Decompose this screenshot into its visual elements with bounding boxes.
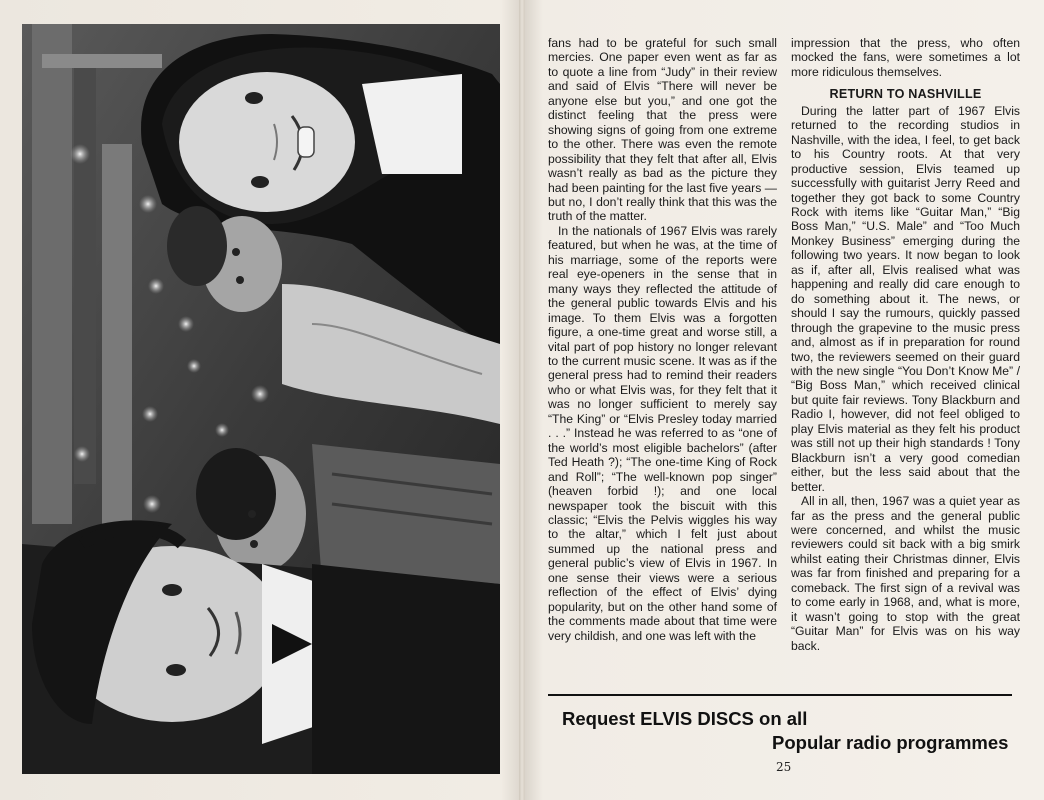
article-column-2 [791, 36, 1020, 653]
article-paragraph: fans had to be grateful for such small mercies. One paper even went as far as to quote a line from “Judy” in their review and said of Elvis “There will never be anyone else but you,” and one got the distinct feeling that the press were showing signs of going from one extreme to the other. There was even the remote possibility that they felt that after all, Elvis wasn’t really as bad as the picture they had been painting for the last five years — but no, I don’t really think that this was the truth of the matter. [548, 36, 777, 224]
article-paragraph: In the nationals of 1967 Elvis was rarely featured, but when he was, at the time of his marriage, some of the reports were real eye-openers in the sense that in many ways they reflected the attitude of the general public towards Elvis and his image. To them Elvis was a forgotten figure, a one-time great and worse still, a vital part of pop history no longer relevant to the current music scene. It was as if the general press had to remind their readers who or what Elvis was, for they felt that it was no longer sufficient to merely say “The King” or “Elvis Presley today married . . .” Instead he was referred to as “one of the world’s most eligible bachelors” (after Ted Heath ?); “The one-time King of Rock and Roll”; “The well-known pop singer” (heaven forbid !); and one local newspaper took the biscuit with this classic; “Elvis the Pelvis wiggles his way to the altar,” which I felt just about summed up the national press and general public’s view of Elvis in 1967. In one sense their views were a serious reflection of the effect of Elvis’ dying popularity, but on the other hand some of the comments made about that time were very childish, and one was left with the [548, 223, 777, 643]
article-paragraph: During the latter part of 1967 Elvis returned to the recording studios in Nashville, with the idea, I feel, to get back to his Country roots. At that very productive session, Elvis teamed up successfully with guitarist Jerry Reed and together they got back to some Country Rock with items like “Guitar Man,” “Big Boss Man,” “U.S. Male” and “Too Much Monkey Business” emerging during the following two years. It now began to look as if, after all, Elvis realised what was happening and really did care enough to do something about it. The news, or should I say the rumours, quickly passed through the grapevine to the music press and, almost as if in preparation for round two, the reviewers seemed on their guard with the new single “You Don’t Know Me” / “Big Boss Man,” which received clinical but quite fair reviews. Tony Blackburn and Radio I, however, did not feel obliged to play Elvis material as they felt his product was still not up their high standards ! Tony Blackburn isn’t a very good comedian either, but the less said about that the better. [791, 103, 1020, 494]
page-gutter [519, 0, 525, 800]
article-paragraph: All in all, then, 1967 was a quiet year as far as the press and the general public were concerned, and whilst the music reviewers could sit back with a big smirk whilst eating their Christmas dinner, Elvis was far from finished and preparing for a comeback. The first sign of a revival was to come early in 1968, and, what is more, it wasn’t going to stop with the great “Guitar Man” for Elvis was on his way back. [791, 494, 1020, 653]
wedding-photo [22, 24, 500, 774]
article-column-1 [548, 36, 777, 643]
divider-rule [548, 694, 1012, 696]
article-page [548, 36, 1020, 776]
article-paragraph: impression that the press, who often mocked the fans, were sometimes a lot more ridiculous themselves. [791, 36, 1020, 79]
advert-line-2: Popular radio programmes [772, 732, 1009, 753]
photo-illustration [22, 24, 500, 774]
page-number: 25 [776, 760, 792, 774]
advert-line-1: Request ELVIS DISCS on all [562, 708, 808, 729]
section-heading: RETURN TO NASHVILLE [829, 87, 982, 102]
